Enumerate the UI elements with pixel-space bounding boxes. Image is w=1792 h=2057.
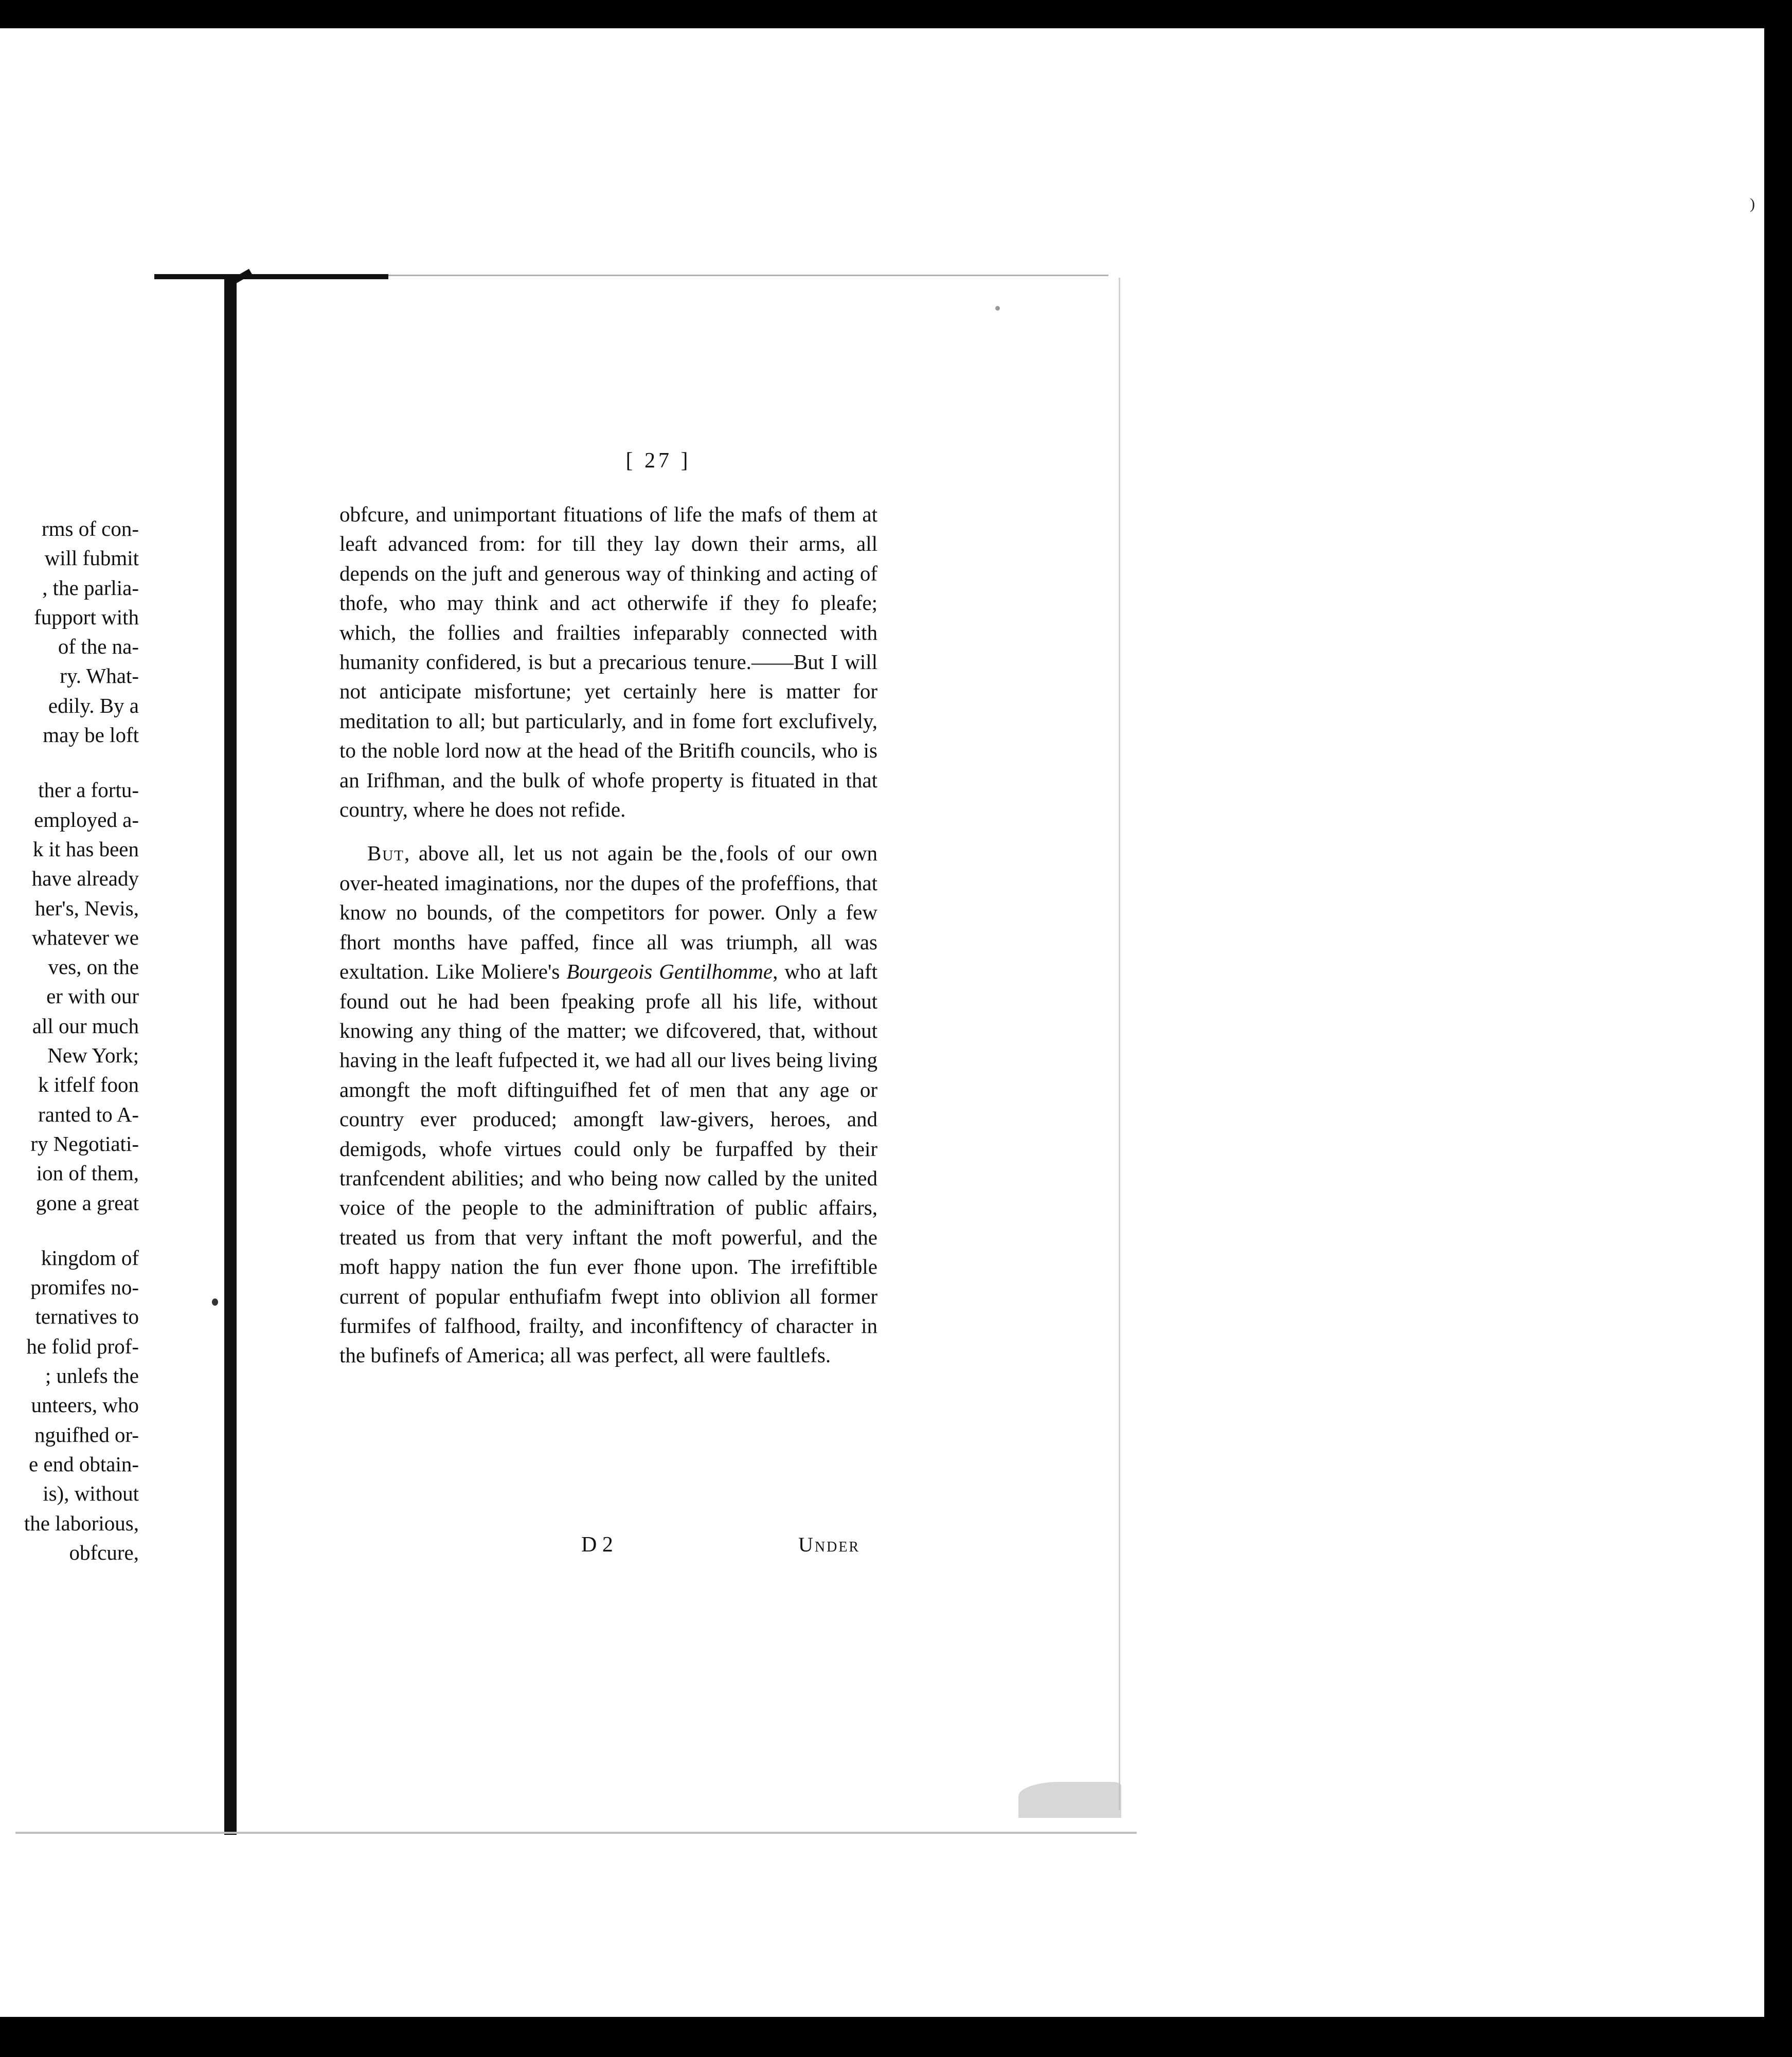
paragraph-2	[339, 839, 877, 1370]
main-text-block	[339, 500, 877, 1370]
ink-speck	[212, 1298, 218, 1306]
ink-speck	[995, 306, 1000, 311]
paragraph-2-text-b: , who at laft found out he had been fpeaking profe all his life, without knowing any thing of the matter; we difcovered, that, without having in the leaft fufpected it, we had all our lives being living amongft the moft diftinguifhed fet of men that any age or country ever produced; amongft law-givers, heroes, and demigods, whofe virtues could only be furpaffed by their tranfcendent abilities; and who being now called by the united voice of the people to the adminiftration of public affairs, treated us from that very inftant the moft powerful, and the moft happy nation the fun ever fhone upon. The irrefiftible current of popular enthufiafm fwept into oblivion all former furmifes of falfhood, frailty, and inconfiftency of character in the bufinefs of America; all was perfect, all were faultlefs.	[339, 960, 877, 1367]
play-title: Bourgeois Gentilhomme	[566, 960, 773, 984]
left-fragment-line: edily. By a	[48, 693, 139, 717]
left-fragment-line: ternatives to	[35, 1305, 139, 1329]
page-bottom-edge	[15, 1832, 1137, 1834]
catchword: Under	[798, 1533, 861, 1556]
left-fragment-line: will fubmit	[44, 546, 139, 570]
binding-top-rule	[154, 274, 388, 279]
paragraph-2-lead-word: But	[367, 841, 405, 865]
left-fragment-line: is), without	[43, 1482, 139, 1506]
left-fragment-line: nguifhed or-	[34, 1422, 139, 1447]
left-fragment-line: e end obtain-	[28, 1452, 139, 1476]
left-fragment-line: ; unlefs the	[45, 1364, 139, 1388]
left-fragment-line: ion of them,	[36, 1161, 139, 1185]
left-fragment-line: gone a great	[35, 1190, 139, 1215]
left-fragment-line: , the parlia-	[42, 575, 139, 600]
left-fragment-line: ves, on the	[48, 955, 139, 979]
left-fragment-line: have already	[31, 867, 139, 891]
left-fragment-line: k itfelf foon	[38, 1073, 139, 1097]
left-fragment-line: employed a-	[34, 807, 139, 832]
left-fragment-line: the laborious,	[24, 1511, 139, 1535]
left-fragment-line: ranted to A-	[38, 1102, 139, 1126]
left-fragment-line: New York;	[47, 1043, 139, 1068]
signature-mark: D 2	[581, 1533, 613, 1557]
left-fragment-line: ry Negotiati-	[30, 1131, 139, 1156]
left-fragment-line: k it has been	[32, 837, 139, 861]
page-top-edge	[388, 275, 1108, 276]
left-fragment-line: fupport with	[34, 605, 139, 629]
paragraph-2-text-a: , above all, let us not again be the fools of our own over-heated imaginations, nor the dupes of the profeffions, that know no bounds, of the competitors for power. Only a few fhort months have paffed, fince all was triumph, all was exultation. Like Moliere's	[339, 841, 877, 984]
left-fragment-line: kingdom of	[41, 1246, 139, 1270]
left-fragment-line: all our much	[32, 1014, 139, 1038]
margin-mark: )	[1750, 195, 1755, 212]
left-fragment-line: er with our	[46, 984, 139, 1008]
paragraph-1: obfcure, and unimportant fituations of life the mafs of them at leaft advanced from: for till they lay down their arms, all depends on the juft and generous way of thinking and acting of thofe, who may think and act otherwife if they fo pleafe; which, the follies and frailties infeparably connected with humanity confidered, is but a precarious tenure.——But I will not anticipate misfortune; yet certainly here is matter for meditation to all; but particularly, and in fome fort exclufively, to the noble lord now at the head of the Britifh councils, who is an Irifhman, and the bulk of whofe property is fituated in that country, where he does not refide.	[339, 502, 877, 822]
left-page-fragment	[0, 514, 139, 1567]
page-number: [ 27 ]	[625, 449, 691, 473]
left-fragment-line: obfcure,	[69, 1540, 139, 1564]
left-fragment-line: may be loft	[43, 723, 139, 747]
left-fragment-line: rms of con-	[41, 517, 139, 540]
binding-spine	[224, 279, 237, 1835]
left-fragment-line	[0, 1218, 139, 1243]
left-fragment-line: her's, Nevis,	[34, 896, 139, 920]
scanned-page-background	[0, 28, 1764, 2017]
left-fragment-line: whatever we	[31, 925, 139, 949]
left-fragment-line: unteers, who	[31, 1393, 139, 1417]
page-corner-shadow	[1018, 1782, 1121, 1818]
left-fragment-line: he folid prof-	[26, 1334, 139, 1358]
left-fragment-line: ry. What-	[60, 664, 139, 688]
page-right-edge	[1119, 278, 1120, 1810]
left-fragment-line: of the na-	[58, 635, 139, 659]
left-fragment-line: promifes no-	[30, 1275, 139, 1300]
left-fragment-line: ther a fortu-	[38, 778, 139, 802]
left-fragment-line	[0, 750, 139, 775]
